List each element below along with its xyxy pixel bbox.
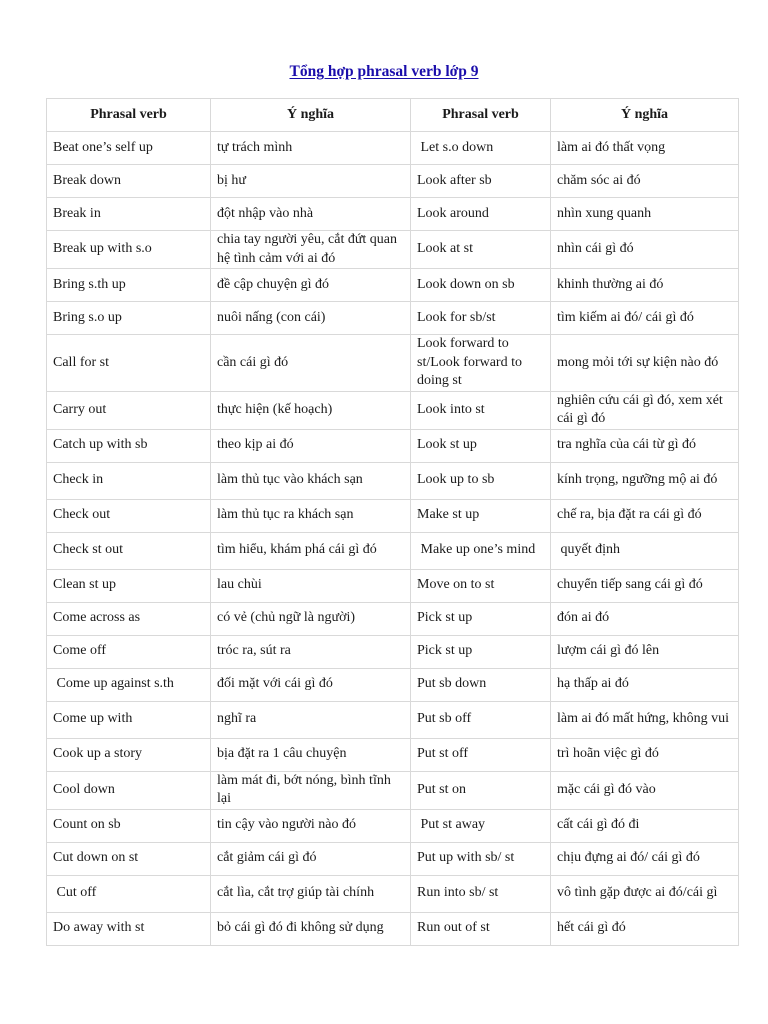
meaning-cell: tin cậy vào người nào đó	[211, 809, 411, 842]
phrasal-verb-cell: Check in	[47, 462, 211, 499]
meaning-cell: tróc ra, sút ra	[211, 635, 411, 668]
phrasal-verb-cell: Come up against s.th	[47, 668, 211, 701]
phrasal-verb-cell: Bring s.o up	[47, 302, 211, 335]
meaning-cell: chịu đựng ai đó/ cái gì đó	[551, 842, 739, 875]
meaning-cell: trì hoãn việc gì đó	[551, 738, 739, 771]
phrasal-verb-cell: Clean st up	[47, 569, 211, 602]
table-row	[47, 198, 739, 231]
phrasal-verb-cell: Look st up	[411, 429, 551, 462]
phrasal-verb-cell: Break in	[47, 198, 211, 231]
meaning-cell: có vẻ (chủ ngữ là người)	[211, 602, 411, 635]
meaning-cell: cắt giảm cái gì đó	[211, 842, 411, 875]
phrasal-verb-cell: Look at st	[411, 231, 551, 269]
meaning-cell: lau chùi	[211, 569, 411, 602]
phrasal-verb-cell: Bring s.th up	[47, 269, 211, 302]
meaning-cell: làm thủ tục ra khách sạn	[211, 499, 411, 532]
meaning-cell: mặc cái gì đó vào	[551, 771, 739, 809]
phrasal-verb-cell: Cut off	[47, 875, 211, 912]
table-header-row	[47, 99, 739, 132]
phrasal-verb-cell: Put up with sb/ st	[411, 842, 551, 875]
phrasal-verb-cell: Let s.o down	[411, 132, 551, 165]
document-title: Tổng hợp phrasal verb lớp 9	[289, 63, 479, 80]
meaning-cell: quyết định	[551, 532, 739, 569]
table-row	[47, 771, 739, 809]
phrasal-verb-cell: Come across as	[47, 602, 211, 635]
table-row	[47, 569, 739, 602]
phrasal-verb-cell: Check st out	[47, 532, 211, 569]
meaning-cell: kính trọng, ngưỡng mộ ai đó	[551, 462, 739, 499]
meaning-cell: đề cập chuyện gì đó	[211, 269, 411, 302]
meaning-cell: nhìn cái gì đó	[551, 231, 739, 269]
meaning-cell: nghĩ ra	[211, 701, 411, 738]
phrasal-verb-cell: Look after sb	[411, 165, 551, 198]
meaning-cell: làm ai đó mất hứng, không vui	[551, 701, 739, 738]
meaning-cell: đối mặt với cái gì đó	[211, 668, 411, 701]
phrasal-verb-cell: Look down on sb	[411, 269, 551, 302]
table-row	[47, 532, 739, 569]
table-row	[47, 875, 739, 912]
meaning-cell: nhìn xung quanh	[551, 198, 739, 231]
phrasal-verb-table	[46, 98, 739, 946]
meaning-cell: theo kịp ai đó	[211, 429, 411, 462]
phrasal-verb-cell: Put sb off	[411, 701, 551, 738]
table-row	[47, 668, 739, 701]
header-meaning-2: Ý nghĩa	[551, 99, 739, 132]
phrasal-verb-cell: Come up with	[47, 701, 211, 738]
table-row	[47, 809, 739, 842]
table-row	[47, 602, 739, 635]
phrasal-verb-cell: Catch up with sb	[47, 429, 211, 462]
meaning-cell: hết cái gì đó	[551, 912, 739, 945]
phrasal-verb-cell: Cool down	[47, 771, 211, 809]
table-row	[47, 635, 739, 668]
meaning-cell: chuyển tiếp sang cái gì đó	[551, 569, 739, 602]
phrasal-verb-cell: Come off	[47, 635, 211, 668]
meaning-cell: tự trách mình	[211, 132, 411, 165]
table-row	[47, 335, 739, 392]
meaning-cell: nuôi nấng (con cái)	[211, 302, 411, 335]
meaning-cell: vô tình gặp được ai đó/cái gì	[551, 875, 739, 912]
meaning-cell: làm ai đó thất vọng	[551, 132, 739, 165]
phrasal-verb-cell: Look forward to st/Look forward to doing st	[411, 335, 551, 392]
phrasal-verb-cell: Call for st	[47, 335, 211, 392]
header-meaning-1: Ý nghĩa	[211, 99, 411, 132]
meaning-cell: tìm hiểu, khám phá cái gì đó	[211, 532, 411, 569]
phrasal-verb-cell: Check out	[47, 499, 211, 532]
meaning-cell: tìm kiếm ai đó/ cái gì đó	[551, 302, 739, 335]
table-row	[47, 269, 739, 302]
meaning-cell: cắt lìa, cắt trợ giúp tài chính	[211, 875, 411, 912]
phrasal-verb-cell: Make st up	[411, 499, 551, 532]
phrasal-verb-cell: Pick st up	[411, 635, 551, 668]
meaning-cell: bịa đặt ra 1 câu chuyện	[211, 738, 411, 771]
phrasal-verb-cell: Look around	[411, 198, 551, 231]
phrasal-verb-cell: Beat one’s self up	[47, 132, 211, 165]
meaning-cell: cất cái gì đó đi	[551, 809, 739, 842]
table-row	[47, 429, 739, 462]
phrasal-verb-cell: Break up with s.o	[47, 231, 211, 269]
meaning-cell: lượm cái gì đó lên	[551, 635, 739, 668]
phrasal-verb-cell: Pick st up	[411, 602, 551, 635]
phrasal-verb-cell: Look up to sb	[411, 462, 551, 499]
phrasal-verb-cell: Run out of st	[411, 912, 551, 945]
meaning-cell: chăm sóc ai đó	[551, 165, 739, 198]
table-row	[47, 231, 739, 269]
header-phrasal-verb-2: Phrasal verb	[411, 99, 551, 132]
table-row	[47, 499, 739, 532]
phrasal-verb-cell: Break down	[47, 165, 211, 198]
table-row	[47, 132, 739, 165]
meaning-cell: làm mát đi, bớt nóng, bình tĩnh lại	[211, 771, 411, 809]
meaning-cell: chia tay người yêu, cắt đứt quan hệ tình cảm với ai đó	[211, 231, 411, 269]
meaning-cell: đột nhập vào nhà	[211, 198, 411, 231]
phrasal-verb-cell: Count on sb	[47, 809, 211, 842]
phrasal-verb-cell: Put st off	[411, 738, 551, 771]
table-row	[47, 738, 739, 771]
phrasal-verb-cell: Look for sb/st	[411, 302, 551, 335]
header-phrasal-verb-1: Phrasal verb	[47, 99, 211, 132]
phrasal-verb-cell: Put st away	[411, 809, 551, 842]
phrasal-verb-cell: Make up one’s mind	[411, 532, 551, 569]
meaning-cell: cần cái gì đó	[211, 335, 411, 392]
meaning-cell: chế ra, bịa đặt ra cái gì đó	[551, 499, 739, 532]
meaning-cell: hạ thấp ai đó	[551, 668, 739, 701]
phrasal-verb-cell: Do away with st	[47, 912, 211, 945]
meaning-cell: làm thủ tục vào khách sạn	[211, 462, 411, 499]
table-row	[47, 165, 739, 198]
phrasal-verb-cell: Cook up a story	[47, 738, 211, 771]
table-row	[47, 842, 739, 875]
meaning-cell: mong mỏi tới sự kiện nào đó	[551, 335, 739, 392]
meaning-cell: đón ai đó	[551, 602, 739, 635]
phrasal-verb-cell: Carry out	[47, 391, 211, 429]
phrasal-verb-cell: Look into st	[411, 391, 551, 429]
meaning-cell: tra nghĩa của cái từ gì đó	[551, 429, 739, 462]
phrasal-verb-cell: Run into sb/ st	[411, 875, 551, 912]
meaning-cell: bỏ cái gì đó đi không sử dụng	[211, 912, 411, 945]
phrasal-verb-cell: Cut down on st	[47, 842, 211, 875]
phrasal-verb-cell: Put sb down	[411, 668, 551, 701]
phrasal-verb-cell: Move on to st	[411, 569, 551, 602]
table-row	[47, 912, 739, 945]
meaning-cell: nghiên cứu cái gì đó, xem xét cái gì đó	[551, 391, 739, 429]
table-row	[47, 391, 739, 429]
meaning-cell: khinh thường ai đó	[551, 269, 739, 302]
table-row	[47, 462, 739, 499]
meaning-cell: bị hư	[211, 165, 411, 198]
meaning-cell: thực hiện (kế hoạch)	[211, 391, 411, 429]
phrasal-verb-cell: Put st on	[411, 771, 551, 809]
table-row	[47, 302, 739, 335]
table-row	[47, 701, 739, 738]
